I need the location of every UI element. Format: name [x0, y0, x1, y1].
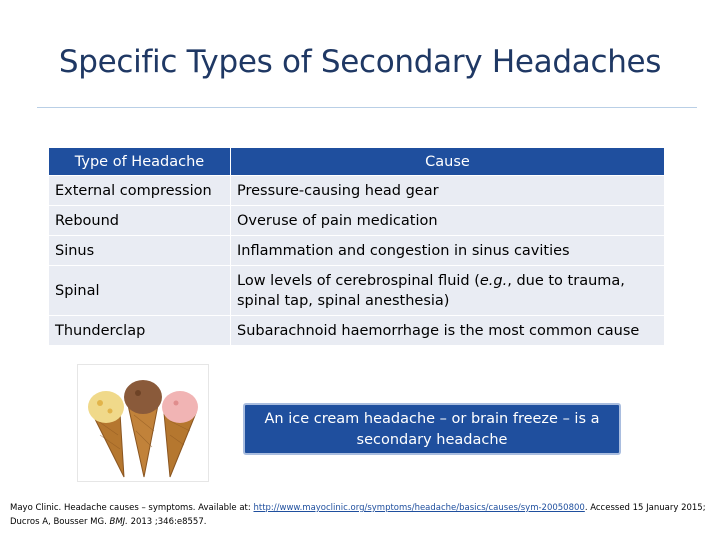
cause-text: Low levels of cerebrospinal fluid (: [237, 272, 480, 289]
table-header-row: [49, 148, 665, 176]
cause-cell: [231, 266, 665, 316]
reference-footnote: [10, 501, 710, 529]
cause-cell: Overuse of pain medication: [231, 206, 665, 236]
type-cell: External compression: [49, 176, 231, 206]
table-row: [49, 176, 665, 206]
table-row: [49, 236, 665, 266]
reference-text: Mayo Clinic. Headache causes – symptoms. Available at:: [10, 503, 254, 513]
ice-cream-cones-image: [77, 364, 209, 482]
reference-text: . Accessed 15 January 2015; Ducros A, Bousser MG.: [10, 503, 706, 527]
slide-title: Specific Types of Secondary Headaches: [58, 44, 662, 80]
mayo-clinic-link[interactable]: http://www.mayoclinic.org/symptoms/headache/basics/causes/sym-20050800: [253, 503, 585, 513]
cause-cell: Inflammation and congestion in sinus cavities: [231, 236, 665, 266]
headache-table: [48, 147, 665, 346]
type-cell: Thunderclap: [49, 316, 231, 346]
reference-text: 2013 ;346:e8557.: [127, 517, 207, 527]
type-cell: Rebound: [49, 206, 231, 236]
cause-cell: Subarachnoid haemorrhage is the most common cause: [231, 316, 665, 346]
type-cell: Sinus: [49, 236, 231, 266]
cause-emphasis: e.g.: [479, 272, 508, 289]
cause-cell: Pressure-causing head gear: [231, 176, 665, 206]
header-type: Type of Headache: [49, 148, 231, 176]
title-divider: [37, 107, 697, 108]
table-row: [49, 206, 665, 236]
brain-freeze-callout: An ice cream headache – or brain freeze – is a secondary headache: [243, 403, 621, 455]
table-row: [49, 316, 665, 346]
ice-cream-icon: [78, 365, 208, 481]
cause-text: , due to trauma, spinal tap, spinal anesthesia): [237, 272, 625, 309]
table-row: [49, 266, 665, 316]
header-cause: Cause: [231, 148, 665, 176]
journal-name: BMJ.: [109, 517, 128, 527]
type-cell: Spinal: [49, 266, 231, 316]
